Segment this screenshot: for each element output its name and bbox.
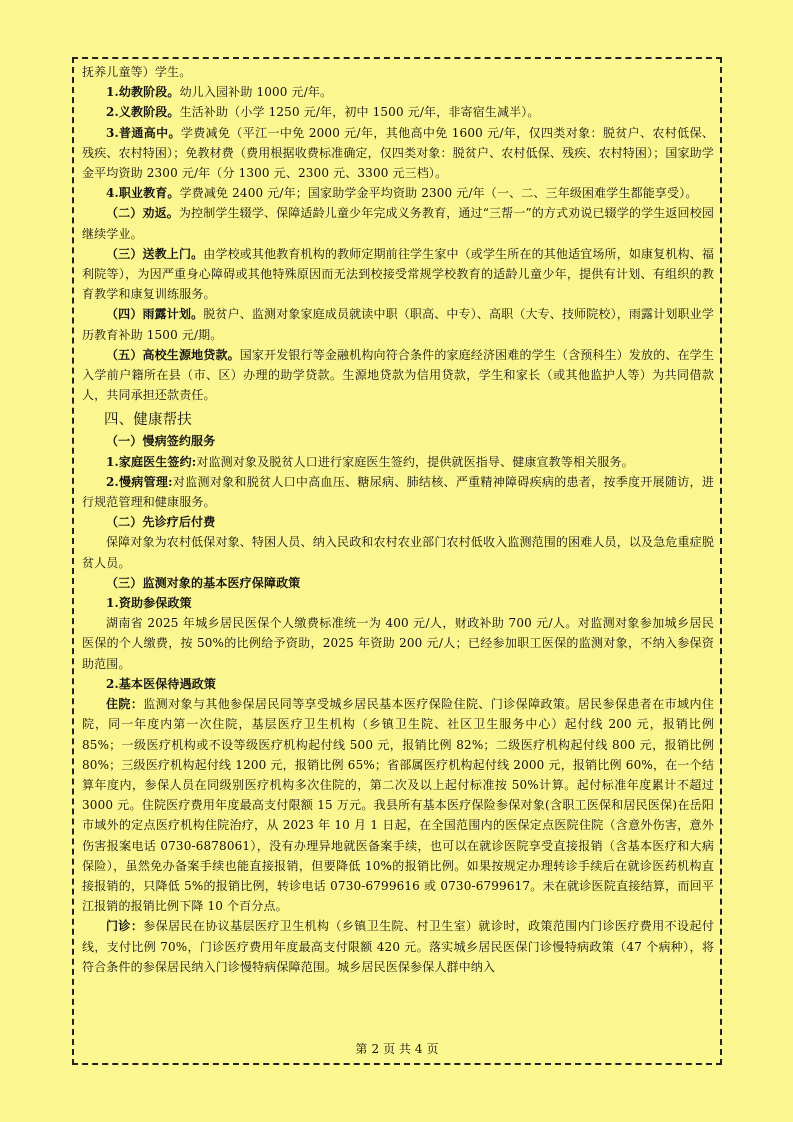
paragraph-text: 幼儿入园补助 1000 元/年。: [179, 85, 333, 100]
footer-mid: 页 共: [383, 1042, 411, 1056]
paragraph-heading: 门诊：: [106, 919, 144, 934]
subsection-basic-medical: （三）监测对象的基本医疗保障政策: [106, 575, 301, 590]
paragraph-text: 学费减免（平江一中免 2000 元/年，其他高中免 1600 元/年，仅四类对象：脱贫户、农村低保、残疾、农村特困）；免教材费（费用根据收费标准确定，仅四类对象：脱贫户、农村低保、残疾、农村特困）；国家助学金平均资助 2300 元/年（分 1300 元、2300 元、3300 元三档）。: [82, 125, 714, 181]
paragraph-heading: 4.职业教育。: [106, 186, 180, 201]
paragraph-text: 对监测对象和脱贫人口中高血压、糖尿病、肺结核、严重精神障碍疾病的患者，按季度开展随访，进行规范管理和健康服务。: [82, 474, 714, 510]
paragraph-heading: （四）雨露计划。: [106, 307, 204, 322]
paragraph-text: 由学校或其他教育机构的教师定期前往学生家中（或学生所在的其他适宜场所，如康复机构、福利院等），为因严重身心障碍或其他特殊原因而无法到校接受常规学校教育的适龄儿童少年，提供有计划、有组织的教育教学和康复训练服务。: [82, 246, 714, 302]
paragraph-preschool: [82, 82, 714, 102]
footer-prefix: 第: [355, 1042, 368, 1056]
subsection-insurance-subsidy: 1.资助参保政策: [106, 596, 192, 611]
paragraph-text: 生活补助（小学 1250 元/年，初中 1500 元/年，非寄宿生减半）。: [179, 105, 540, 120]
paragraph-compulsory: [82, 102, 714, 122]
subsection-treat-first: （二）先诊疗后付费: [106, 515, 216, 530]
paragraph-heading: （二）劝返。: [106, 206, 179, 221]
paragraph-text: 脱贫户、监测对象家庭成员就读中职（职高、中专）、高职（大专、技师院校），雨露计划职业学历教育补助 1500 元/期。: [82, 307, 714, 342]
paragraph-heading: 3.普通高中。: [106, 125, 181, 140]
paragraph-text: 学费减免 2400 元/年；国家助学金平均资助 2300 元/年（一、二、三年级困难学生都能享受）。: [179, 186, 698, 201]
section-heading-health: 四、健康帮扶: [104, 412, 192, 429]
paragraph-heading: （三）送教上门。: [106, 246, 204, 261]
paragraph-insurance-subsidy: 湖南省 2025 年城乡居民医保个人缴费标准统一为 400 元/人，财政补助 700 元/人。对监测对象参加城乡居民医保的个人缴费，按 50%的比例给予资助，2025 年资助 200 元/人；已经参加职工医保的监测对象，不纳入参保资助范围。: [82, 616, 714, 671]
paragraph-outpatient: [82, 916, 714, 977]
paragraph-text: 对监测对象及脱贫人口进行家庭医生签约，提供就医指导、健康宣教等相关服务。: [196, 454, 634, 469]
paragraph-persuade-return: [82, 203, 714, 243]
paragraph-heading: 2.慢病管理:: [106, 474, 173, 489]
paragraph-yulu-plan: [82, 304, 714, 344]
footer-suffix: 页: [426, 1042, 439, 1056]
paragraph-text: 国家开发银行等金融机构向符合条件的家庭经济困难的学生（含预科生）发放的、在学生入学前户籍所在县（市、区）办理的助学贷款。生源地贷款为信用贷款，学生和家长（或其他监护人等）为共同借款人，共同承担还款责任。: [82, 347, 714, 403]
page-number: 2: [371, 1042, 380, 1056]
paragraph-chronic-management: [82, 472, 714, 512]
paragraph-heading: 住院：: [106, 697, 144, 712]
paragraph-text: 监测对象与其他参保居民同等享受城乡居民基本医疗保险住院、门诊保障政策。居民参保患者在市域内住院，同一年度内第一次住院，基层医疗卫生机构（乡镇卫生院、社区卫生服务中心）起付线 200 元，报销比例 85%；一级医疗机构或不设等级医疗机构起付线 500 元，报销比例 82%；二级医疗机构起付线 800 元，报销比例 80%；三级医疗机构起付线 1200 元，报销比例 65%；省部属医疗机构起付线 2000 元，报销比例 60%，在一个结算年度内，参保人员在同级别医疗机构多次住院的，第二次及以上起付标准按 50%计算。起付标准年度累计不超过 3000 元。住院医疗费用年度最高支付限额 15 万元。我县所有基本医疗保险参保对象(含职工医保和居民医保)在岳阳市域外的定点医疗机构住院治疗，从 2023 年 10 月 1 日起，在全国范围内的医保定点医院住院（含意外伤害，意外伤害报案电话 0730-6878061），没有办理异地就医备案手续，也可以在就诊医院享受直接报销（含基本医疗和大病保险），虽然免办备案手续也能直接报销，但要降低 10%的报销比例。如果按规定办理转诊手续后在就诊医药机构直接报销的，只降低 5%的报销比例，转诊电话 0730-6799616 或 0730-6799617。未在就诊医院直接结算，而回平江报销的报销比例下降 10 个百分点。: [82, 697, 715, 914]
paragraph-text: 为控制学生辍学、保障适龄儿童少年完成义务教育，通过“三帮一”的方式劝说已辍学的学生返回校园继续学业。: [82, 206, 715, 241]
paragraph-heading: 2.义教阶段。: [106, 105, 180, 120]
paragraph-heading: （五）高校生源地贷款。: [106, 347, 240, 362]
paragraph-vocational: [82, 183, 714, 203]
paragraph-treat-first: 保障对象为农村低保对象、特困人员、纳入民政和农村农业部门农村低收入监测范围的困难人员，以及急危重症脱贫人员。: [82, 535, 714, 570]
subsection-insurance-benefits: 2.基本医保待遇政策: [106, 676, 217, 691]
text-line: 抚养儿童等）学生。: [82, 65, 192, 79]
document-body: [82, 62, 714, 977]
paragraph-home-teaching: [82, 244, 714, 305]
paragraph-heading: 1.家庭医生签约:: [106, 454, 197, 469]
page-footer: [72, 1040, 722, 1057]
paragraph-inpatient: [82, 694, 714, 916]
paragraph-text: 参保居民在协议基层医疗卫生机构（乡镇卫生院、村卫生室）就诊时，政策范围内门诊医疗费用不设起付线，支付比例 70%，门诊医疗费用年度最高支付限额 420 元。落实城乡居民医保门诊慢特病政策（47 个病种），将符合条件的参保居民纳入门诊慢特病保障范围。城乡居民医保参保人群中纳入: [82, 919, 715, 974]
paragraph-heading: 1.幼教阶段。: [106, 85, 180, 100]
paragraph-family-doctor: [82, 452, 714, 472]
paragraph-highschool: [82, 123, 714, 184]
page-total: 4: [414, 1042, 423, 1056]
paragraph-student-loan: [82, 345, 714, 406]
subsection-chronic-disease: （一）慢病签约服务: [106, 434, 216, 449]
